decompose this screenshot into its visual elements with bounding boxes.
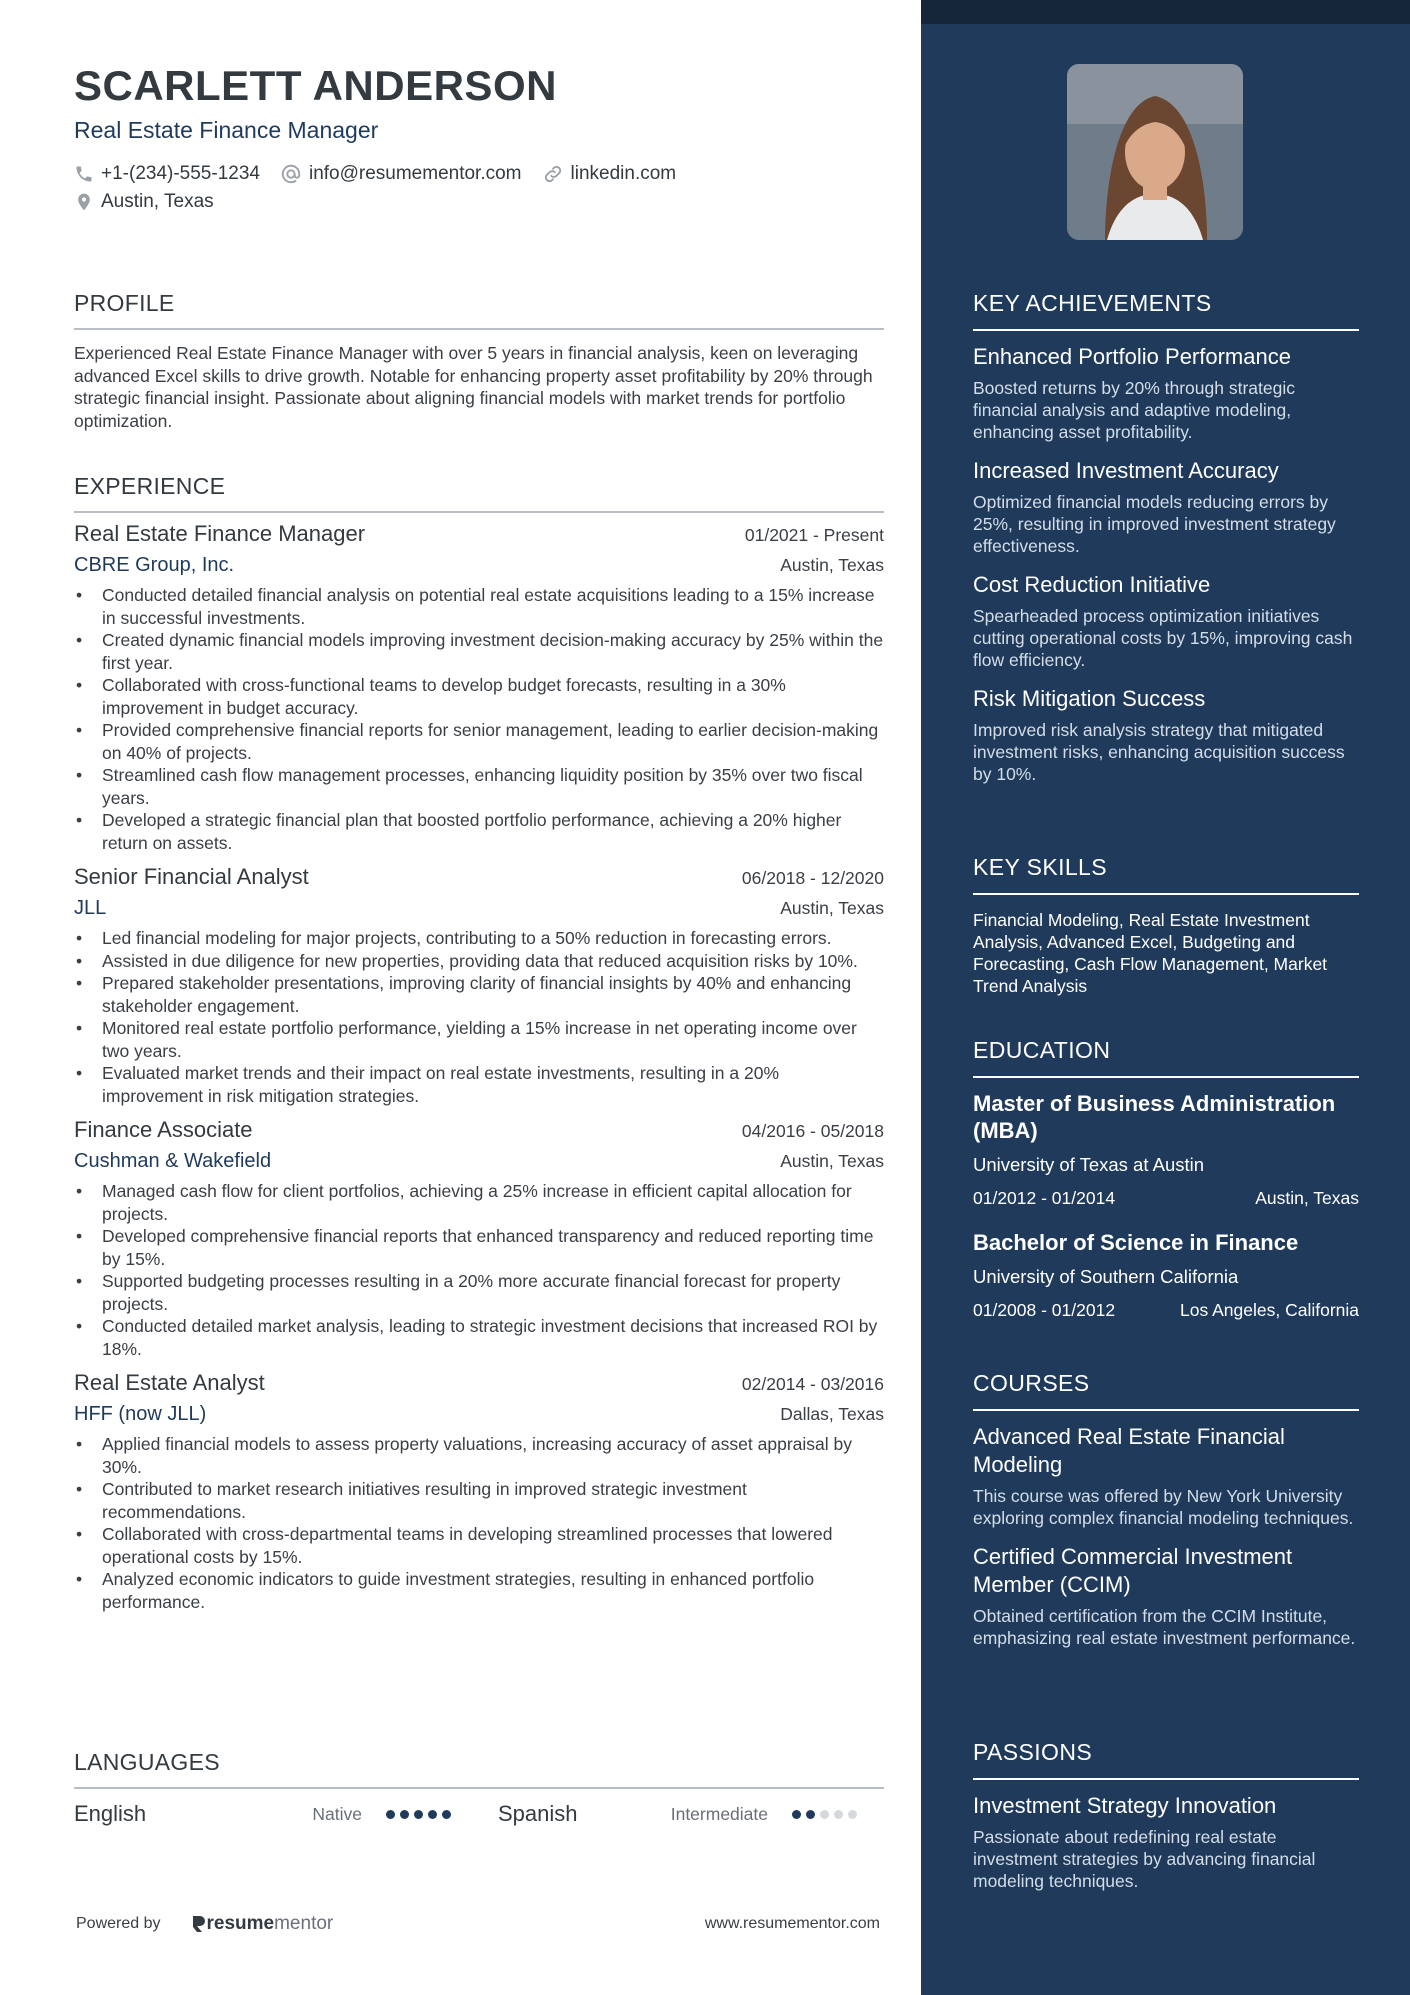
job-bullet: • Supported budgeting processes resulting in a 20% more accurate financial forecast for property projects. xyxy=(74,1270,884,1315)
contact-location xyxy=(74,191,214,213)
job-bullet: • Developed comprehensive financial reports that enhanced transparency and reduced reporting time by 15%. xyxy=(74,1225,884,1270)
skills-heading: KEY SKILLS xyxy=(973,854,1359,895)
candidate-name: SCARLETT ANDERSON xyxy=(74,62,557,109)
job-role: Real Estate Analyst xyxy=(74,1370,265,1395)
job-dates: 06/2018 - 12/2020 xyxy=(741,868,884,888)
rating-dot xyxy=(848,1810,857,1819)
passions-heading: PASSIONS xyxy=(973,1739,1359,1780)
achievement-title: Cost Reduction Initiative xyxy=(973,572,1211,597)
job-bullet: • Collaborated with cross-departmental teams in developing streamlined processes that lowered operational costs by 15%. xyxy=(74,1523,884,1568)
passion-title: Investment Strategy Innovation xyxy=(973,1793,1277,1818)
course-item xyxy=(973,1543,1359,1649)
contact-linkedin[interactable] xyxy=(542,163,677,185)
achievement-desc: Boosted returns by 20% through strategic financial analysis and adaptive modeling, enhancing asset profitability. xyxy=(973,378,1295,442)
job-bullet: • Analyzed economic indicators to guide investment strategies, resulting in enhanced portfolio performance. xyxy=(74,1568,884,1613)
job-entry xyxy=(74,1370,884,1613)
brand-mark-icon xyxy=(191,1914,207,1934)
education-school: University of Texas at Austin xyxy=(973,1154,1205,1175)
job-role: Real Estate Finance Manager xyxy=(74,521,366,546)
contact-info xyxy=(74,160,884,216)
job-bullets xyxy=(74,927,884,1107)
passion-item xyxy=(973,1792,1359,1892)
link-icon xyxy=(542,163,564,185)
achievement-title: Enhanced Portfolio Performance xyxy=(973,344,1291,369)
education-location: Los Angeles, California xyxy=(1180,1300,1359,1320)
phone-text: +1-(234)-555-1234 xyxy=(101,163,260,184)
location-pin-icon xyxy=(74,192,94,212)
course-desc: This course was offered by New York University exploring complex financial modeling techniques. xyxy=(973,1486,1354,1528)
job-bullet: • Evaluated market trends and their impact on real estate investments, resulting in a 20% improvement in risk mitigation strategies. xyxy=(74,1062,884,1107)
achievements-section xyxy=(973,290,1359,785)
education-item xyxy=(973,1229,1359,1321)
education-school: University of Southern California xyxy=(973,1266,1239,1287)
education-dates: 01/2008 - 01/2012 xyxy=(973,1300,1116,1320)
experience-heading: EXPERIENCE xyxy=(74,473,884,513)
languages-section xyxy=(74,1749,884,1839)
achievement-title: Increased Investment Accuracy xyxy=(973,458,1279,483)
profile-text: Experienced Real Estate Finance Manager with over 5 years in financial analysis, keen on leveraging advanced Excel skills to drive growth. Notable for enhancing property asset profitability by 20% through strategic financial insight. Passionate about aligning financial models with market trends for portfolio optimization. xyxy=(74,343,873,431)
achievements-heading: KEY ACHIEVEMENTS xyxy=(973,290,1359,331)
education-heading: EDUCATION xyxy=(973,1037,1359,1078)
rating-dot xyxy=(834,1810,843,1819)
job-dates: 02/2014 - 03/2016 xyxy=(741,1374,884,1394)
achievement-desc: Spearheaded process optimization initiatives cutting operational costs by 15%, improving cash flow efficiency. xyxy=(973,606,1353,670)
job-bullet: • Streamlined cash flow management processes, enhancing liquidity position by 35% over two fiscal years. xyxy=(74,764,884,809)
email-text: info@resumementor.com xyxy=(308,163,522,184)
job-bullet: • Monitored real estate portfolio performance, yielding a 15% increase in net operating income over two years. xyxy=(74,1017,884,1062)
footer xyxy=(76,1913,880,1935)
job-entry xyxy=(74,1117,884,1360)
profile-heading: PROFILE xyxy=(74,290,884,330)
achievement-desc: Optimized financial models reducing errors by 25%, resulting in improved investment strategy effectiveness. xyxy=(973,492,1336,556)
phone-icon xyxy=(74,164,94,184)
brand-name-bold: resume xyxy=(206,1913,275,1934)
course-title: Certified Commercial Investment Member (CCIM) xyxy=(973,1544,1293,1597)
job-company: HFF (now JLL) xyxy=(74,1403,207,1425)
job-bullet: • Managed cash flow for client portfolios, achieving a 25% increase in efficient capital allocation for projects. xyxy=(74,1180,884,1225)
achievement-item xyxy=(973,343,1359,443)
job-bullet: • Collaborated with cross-functional teams to develop budget forecasts, resulting in a 30% improvement in budget accuracy. xyxy=(74,674,884,719)
sidebar xyxy=(921,0,1410,1995)
job-bullets xyxy=(74,1433,884,1613)
languages-heading: LANGUAGES xyxy=(74,1749,884,1789)
brand-logo[interactable] xyxy=(191,1913,334,1935)
language-english xyxy=(74,1801,498,1827)
language-name: English xyxy=(74,1801,147,1826)
course-title: Advanced Real Estate Financial Modeling xyxy=(973,1424,1285,1477)
job-dates: 04/2016 - 05/2018 xyxy=(741,1121,884,1141)
rating-dot xyxy=(806,1810,815,1819)
language-name: Spanish xyxy=(498,1801,578,1826)
rating-dot xyxy=(792,1810,801,1819)
job-bullet: • Contributed to market research initiatives resulting in improved strategic investment recommendations. xyxy=(74,1478,884,1523)
skills-text: Financial Modeling, Real Estate Investment Analysis, Advanced Excel, Budgeting and Forecasting, Cash Flow Management, Market Trend Analysis xyxy=(973,910,1328,996)
rating-dot xyxy=(442,1810,451,1819)
rating-dot xyxy=(820,1810,829,1819)
education-degree: Bachelor of Science in Finance xyxy=(973,1230,1299,1255)
candidate-title: Real Estate Finance Manager xyxy=(74,117,379,143)
job-company: Cushman & Wakefield xyxy=(74,1150,272,1172)
job-bullet: • Developed a strategic financial plan that boosted portfolio performance, achieving a 20% higher return on assets. xyxy=(74,809,884,854)
portrait-image-icon xyxy=(1067,64,1243,240)
job-company: CBRE Group, Inc. xyxy=(74,554,235,576)
education-degree: Master of Business Administration (MBA) xyxy=(973,1091,1336,1143)
footer-website[interactable]: www.resumementor.com xyxy=(704,1915,880,1932)
sidebar-top-band xyxy=(921,0,1410,24)
powered-by-text: Powered by xyxy=(76,1915,161,1932)
rating-dot xyxy=(414,1810,423,1819)
job-entry xyxy=(74,521,884,854)
language-rating xyxy=(792,1810,862,1819)
achievement-item xyxy=(973,571,1359,671)
job-bullet: • Applied financial models to assess property valuations, increasing accuracy of asset appraisal by 30%. xyxy=(74,1433,884,1478)
rating-dot xyxy=(386,1810,395,1819)
job-role: Finance Associate xyxy=(74,1117,253,1142)
achievement-item xyxy=(973,457,1359,557)
contact-email[interactable] xyxy=(280,163,522,185)
job-bullets xyxy=(74,1180,884,1360)
language-level: Native xyxy=(312,1803,362,1824)
job-bullet: • Prepared stakeholder presentations, improving clarity of financial insights by 40% and enhancing stakeholder engagement. xyxy=(74,972,884,1017)
at-icon xyxy=(280,163,302,185)
job-bullet: • Led financial modeling for major projects, contributing to a 50% reduction in forecasting errors. xyxy=(74,927,884,950)
job-location: Dallas, Texas xyxy=(780,1404,884,1424)
language-spanish xyxy=(498,1801,884,1827)
courses-section xyxy=(973,1370,1359,1649)
job-company: JLL xyxy=(74,897,107,919)
job-bullet: • Conducted detailed financial analysis on potential real estate acquisitions leading to a 15% increase in successful investments. xyxy=(74,584,884,629)
achievement-item xyxy=(973,685,1359,785)
job-bullet: • Created dynamic financial models improving investment decision-making accuracy by 25% within the first year. xyxy=(74,629,884,674)
profile-section xyxy=(74,290,884,432)
rating-dot xyxy=(400,1810,409,1819)
education-location: Austin, Texas xyxy=(1255,1188,1359,1208)
job-location: Austin, Texas xyxy=(780,555,884,575)
rating-dot xyxy=(428,1810,437,1819)
skills-section xyxy=(973,854,1359,997)
language-level: Intermediate xyxy=(670,1803,768,1824)
job-entry xyxy=(74,864,884,1107)
experience-section xyxy=(74,473,884,1613)
achievement-desc: Improved risk analysis strategy that mitigated investment risks, enhancing acquisition success by 10%. xyxy=(973,720,1345,784)
brand-name-light: mentor xyxy=(274,1913,334,1934)
passions-section xyxy=(973,1739,1359,1892)
courses-heading: COURSES xyxy=(973,1370,1359,1411)
contact-phone[interactable] xyxy=(74,163,260,185)
job-location: Austin, Texas xyxy=(780,898,884,918)
job-bullet: • Provided comprehensive financial reports for senior management, leading to earlier decision-making on 40% of projects. xyxy=(74,719,884,764)
course-desc: Obtained certification from the CCIM Institute, emphasizing real estate investment performance. xyxy=(973,1606,1356,1648)
passion-desc: Passionate about redefining real estate investment strategies by advancing financial modeling techniques. xyxy=(973,1827,1316,1891)
education-dates: 01/2012 - 01/2014 xyxy=(973,1188,1116,1208)
achievement-title: Risk Mitigation Success xyxy=(973,686,1206,711)
location-text: Austin, Texas xyxy=(101,191,214,212)
profile-photo xyxy=(1067,64,1243,240)
job-bullets xyxy=(74,584,884,854)
language-rating xyxy=(386,1810,456,1819)
linkedin-text: linkedin.com xyxy=(570,163,677,184)
job-dates: 01/2021 - Present xyxy=(744,525,884,545)
job-role: Senior Financial Analyst xyxy=(74,864,309,889)
job-bullet: • Conducted detailed market analysis, leading to strategic investment decisions that increased ROI by 18%. xyxy=(74,1315,884,1360)
education-section xyxy=(973,1037,1359,1321)
course-item xyxy=(973,1423,1359,1529)
job-location: Austin, Texas xyxy=(780,1151,884,1171)
powered-by xyxy=(76,1913,333,1935)
job-bullet: • Assisted in due diligence for new properties, providing data that reduced acquisition risks by 10%. xyxy=(74,950,884,973)
education-item xyxy=(973,1090,1359,1209)
